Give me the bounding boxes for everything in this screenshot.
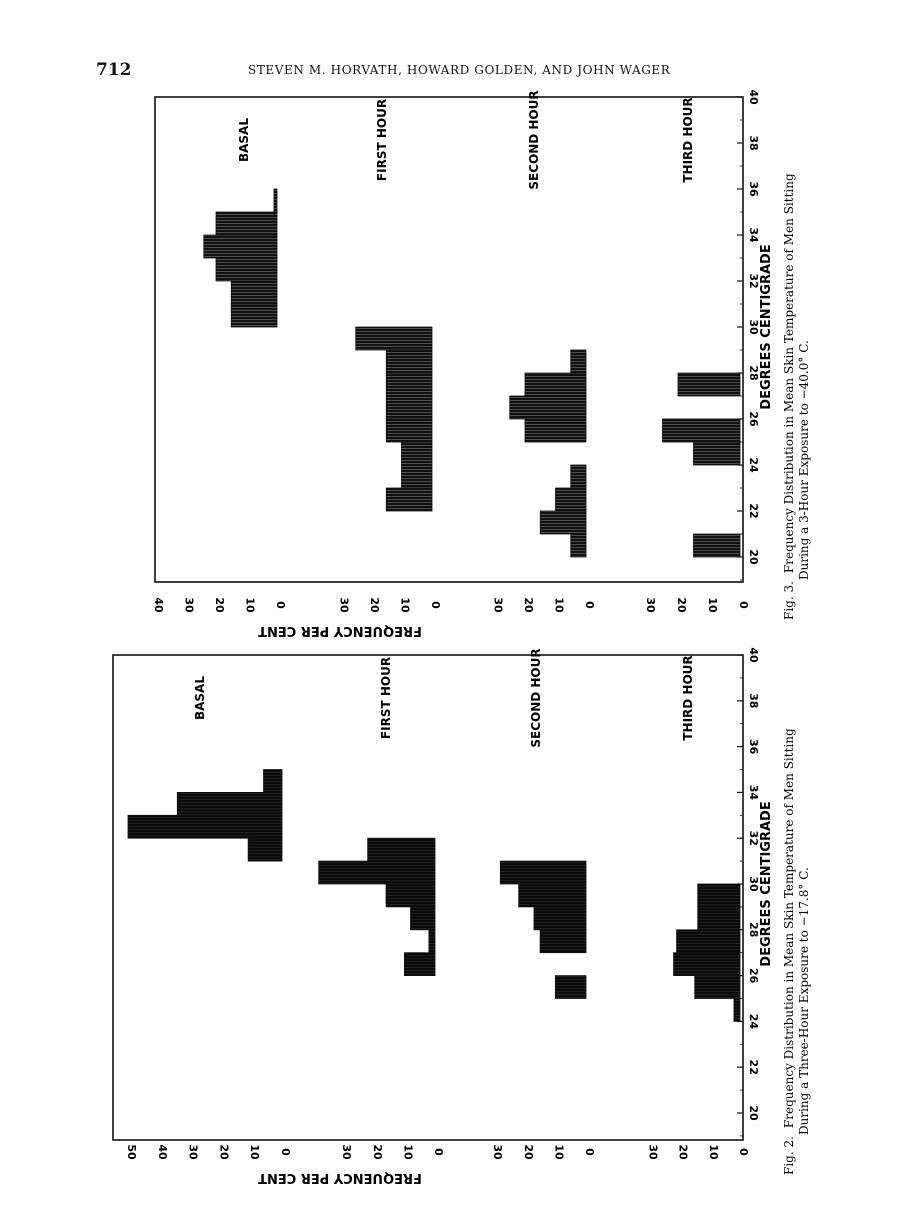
panel-label: THIRD HOUR	[681, 655, 695, 741]
figure-2	[113, 647, 811, 1185]
y-tick-label: 0	[274, 601, 287, 609]
y-tick-label: 10	[552, 597, 566, 613]
histogram-bar	[231, 304, 277, 327]
histogram-bar	[216, 258, 277, 281]
y-tick-label: 10	[706, 597, 719, 613]
y-tick-label: 0	[279, 1148, 292, 1156]
x-axis-label: DEGREES CENTIGRADE	[759, 801, 774, 967]
histogram-bar	[386, 884, 435, 907]
histogram-bar	[274, 189, 277, 212]
histogram-bar	[571, 350, 586, 373]
y-tick-label: 50	[125, 1144, 138, 1160]
x-tick-label: 34	[747, 227, 760, 243]
histogram-bar	[356, 327, 432, 350]
histogram-bar	[695, 976, 740, 999]
y-tick-label: 30	[337, 597, 351, 613]
x-tick-label: 20	[747, 549, 760, 565]
histogram-bar	[677, 930, 740, 953]
y-tick-label: 20	[213, 597, 226, 613]
histogram-bar	[698, 907, 740, 930]
x-tick-label: 36	[747, 738, 760, 755]
figure-caption	[782, 728, 796, 1175]
histogram-bar	[386, 350, 432, 373]
x-tick-label: 34	[747, 784, 760, 801]
y-tick-label: 0	[583, 1148, 596, 1156]
histogram-bar	[571, 465, 586, 488]
histogram-bar	[678, 373, 740, 396]
histogram-bar	[404, 953, 435, 976]
histogram-bar	[386, 396, 432, 419]
histogram-bar	[204, 235, 277, 258]
histogram-bar	[386, 373, 432, 396]
x-tick-label: 22	[747, 1059, 760, 1075]
x-tick-label: 20	[747, 1105, 760, 1121]
panel-label: FIRST HOUR	[375, 98, 389, 182]
panel-label: FIRST HOUR	[379, 656, 393, 740]
caption-line-2: During a Three-Hour Exposure to −17.8° C.	[797, 867, 811, 1135]
x-tick-label: 28	[747, 365, 760, 381]
histogram-bar	[525, 419, 586, 442]
figure-3	[152, 89, 811, 638]
caption-line-1: Frequency Distribution in Mean Skin Temperature of Men Sitting	[782, 728, 796, 1129]
y-tick-label: 30	[644, 597, 657, 613]
x-tick-label: 22	[747, 503, 760, 519]
y-tick-label: 30	[646, 1144, 660, 1160]
y-tick-label: 30	[186, 1144, 200, 1160]
x-tick-label: 30	[747, 319, 760, 335]
histogram-bar	[216, 212, 277, 235]
y-tick-label: 0	[432, 1148, 445, 1156]
y-tick-label: 20	[675, 597, 688, 613]
histogram-bar	[402, 465, 433, 488]
y-tick-label: 30	[182, 597, 196, 613]
x-tick-label: 26	[747, 411, 760, 427]
histogram-bar	[694, 442, 741, 465]
figure-caption	[782, 173, 796, 620]
histogram-bar	[694, 534, 741, 557]
y-tick-label: 30	[491, 597, 505, 613]
histogram-bar	[519, 884, 586, 907]
histogram-bar	[556, 488, 587, 511]
caption-line-2: During a 3-Hour Exposure to −40.0° C.	[797, 340, 811, 580]
histogram-bar	[368, 838, 435, 861]
x-tick-label: 40	[747, 89, 760, 105]
histogram-bar	[177, 792, 282, 815]
histogram-bar	[525, 373, 586, 396]
y-tick-label: 20	[217, 1144, 231, 1160]
panel-label: SECOND HOUR	[529, 648, 543, 748]
x-tick-label: 24	[747, 457, 760, 473]
histogram-bar	[264, 770, 282, 793]
y-tick-label: 30	[340, 1144, 354, 1160]
histogram-bar	[571, 534, 586, 557]
histogram-bar	[674, 953, 740, 976]
histogram-bar	[386, 488, 432, 511]
y-tick-label: 10	[243, 597, 257, 613]
x-tick-label: 38	[747, 135, 760, 151]
y-tick-label: 20	[370, 1144, 384, 1160]
y-tick-label: 0	[583, 601, 596, 609]
y-tick-label: 30	[491, 1144, 505, 1160]
histogram-bar	[540, 511, 586, 534]
panel-label: THIRD HOUR	[681, 97, 695, 183]
x-tick-label: 36	[747, 181, 760, 197]
x-tick-label: 40	[747, 647, 760, 663]
y-tick-label: 10	[248, 1144, 262, 1160]
y-tick-label: 20	[521, 1144, 535, 1160]
histogram-bar	[128, 815, 282, 838]
x-tick-label: 28	[747, 922, 760, 938]
x-tick-label: 24	[747, 1013, 760, 1030]
histogram-bar	[386, 419, 432, 442]
figure-number: Fig. 2.	[782, 1136, 796, 1175]
histogram-bar	[510, 396, 586, 419]
histogram-bar	[734, 999, 740, 1022]
histogram-bar	[429, 930, 435, 953]
panel-label: SECOND HOUR	[527, 90, 541, 190]
y-tick-label: 0	[737, 601, 750, 609]
y-tick-label: 20	[676, 1144, 690, 1160]
page-number: 712	[96, 60, 132, 80]
histogram-bar	[231, 281, 277, 304]
y-tick-label: 20	[522, 597, 535, 613]
y-tick-label: 40	[155, 1144, 169, 1160]
running-head: STEVEN M. HORVATH, HOWARD GOLDEN, AND JOHN WAGER	[248, 63, 671, 77]
histogram-bar	[698, 884, 740, 907]
histogram-bar	[319, 861, 435, 884]
histogram-bar	[534, 907, 586, 930]
x-tick-label: 32	[747, 830, 760, 846]
histogram-bar	[663, 419, 741, 442]
y-tick-label: 0	[737, 1148, 750, 1156]
figure-number: Fig. 3.	[782, 581, 796, 620]
caption-line-1: Frequency Distribution in Mean Skin Temperature of Men Sitting	[782, 173, 796, 574]
x-tick-label: 26	[747, 967, 760, 984]
histogram-bar	[411, 907, 435, 930]
histogram-bar	[500, 861, 586, 884]
y-tick-label: 40	[152, 597, 165, 613]
panel-label: BASAL	[237, 117, 251, 163]
y-tick-label: 10	[706, 1144, 720, 1160]
histogram-bar	[402, 442, 433, 465]
y-axis-label: FREQUENCY PER CENT	[258, 1170, 422, 1185]
panel-label: BASAL	[193, 675, 207, 721]
y-tick-label: 10	[401, 1144, 415, 1160]
x-tick-label: 38	[747, 693, 760, 709]
x-tick-label: 30	[747, 876, 760, 892]
x-axis-label: DEGREES CENTIGRADE	[759, 244, 774, 410]
histogram-bar	[555, 976, 586, 999]
x-tick-label: 32	[747, 273, 760, 289]
histogram-bar	[540, 930, 586, 953]
histogram-bar	[248, 838, 282, 861]
plot-frame	[155, 97, 743, 582]
y-tick-label: 10	[398, 597, 412, 613]
y-tick-label: 10	[552, 1144, 566, 1160]
y-tick-label: 20	[368, 597, 381, 613]
y-tick-label: 0	[429, 601, 442, 609]
y-axis-label: FREQUENCY PER CENT	[258, 623, 422, 638]
